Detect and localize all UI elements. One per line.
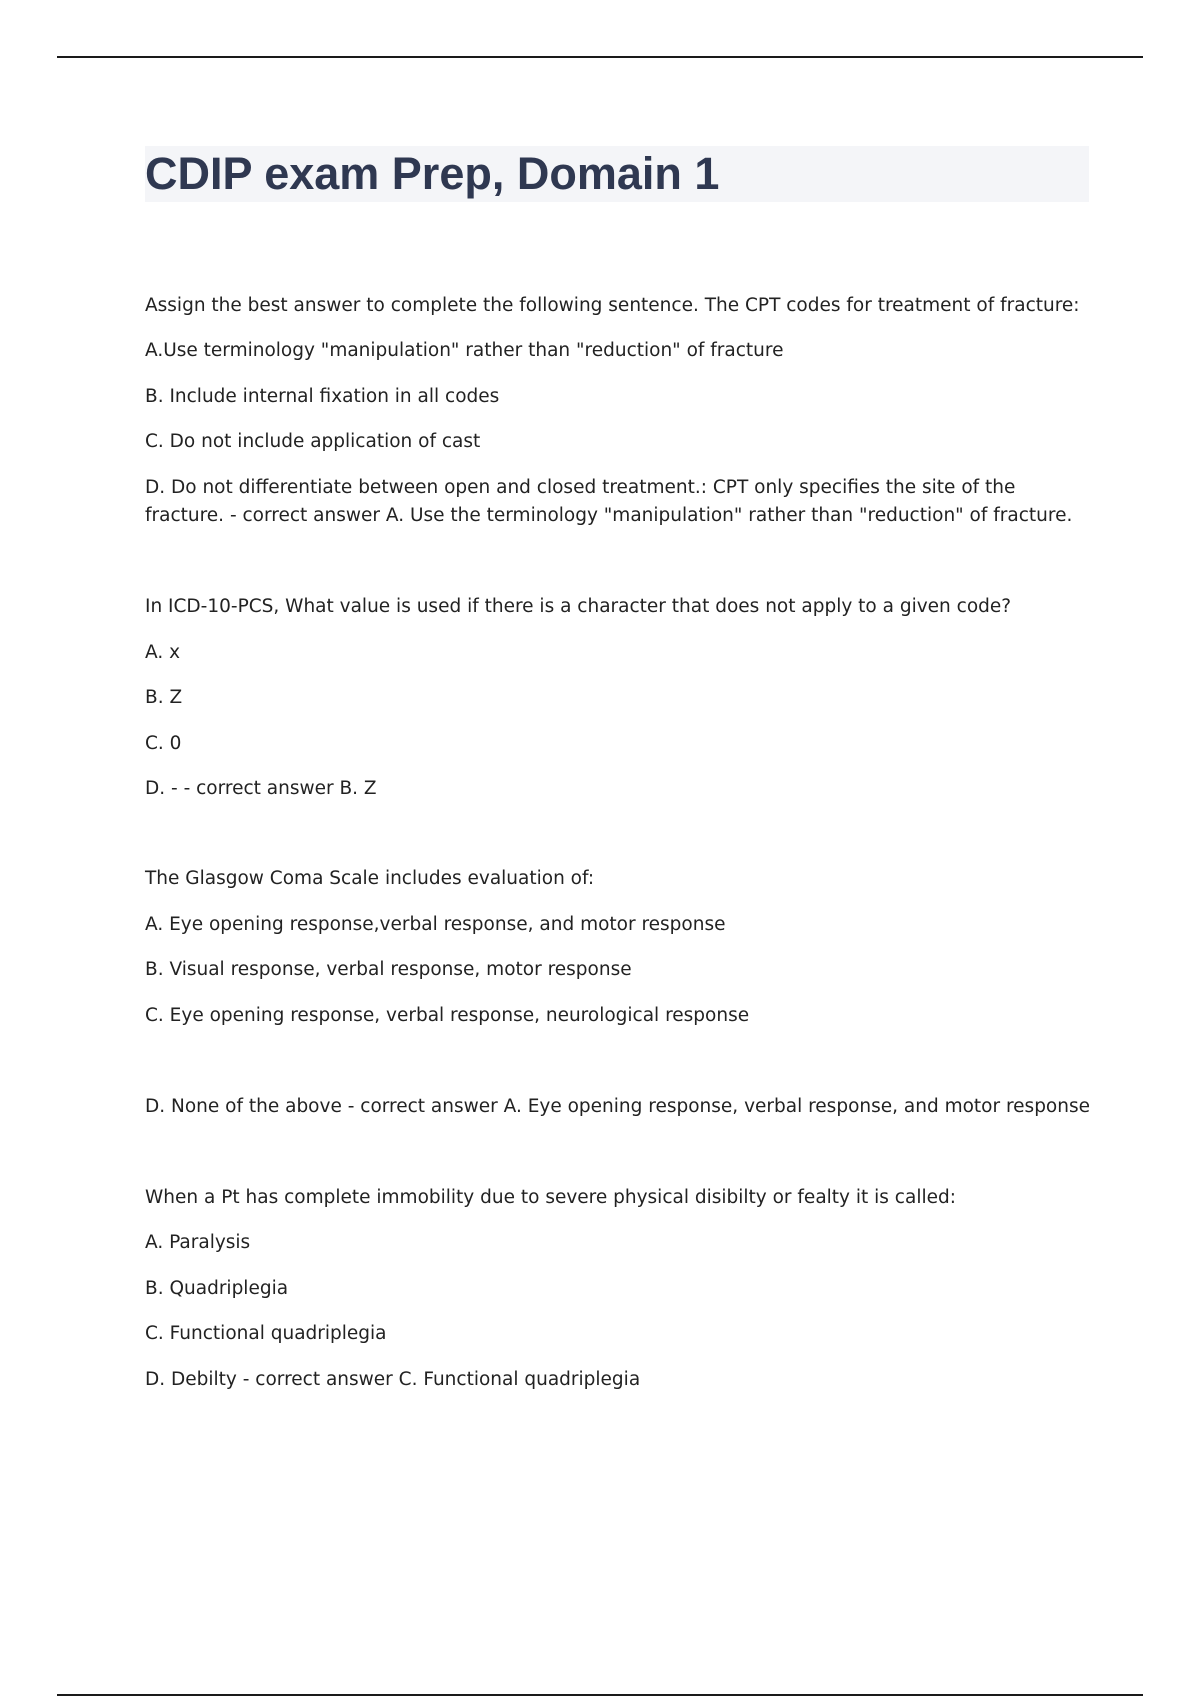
question-3-option-b: B. Visual response, verbal response, motor response [145,959,632,980]
question-1-option-d-answer: D. Do not differentiate between open and closed treatment.: CPT only specifies the site of the fracture. - correct answer A. Use the terminology "manipulation" rather than "reduction" of fracture. [145,477,1073,526]
question-4-option-a: A. Paralysis [145,1232,251,1253]
page-title: CDIP exam Prep, Domain 1 [145,148,720,199]
question-1-prompt: Assign the best answer to complete the following sentence. The CPT codes for treatment of fracture: [145,295,1080,316]
question-3-option-c: C. Eye opening response, verbal response, neurological response [145,1005,750,1026]
question-4-prompt: When a Pt has complete immobility due to severe physical disibilty or fealty it is called: [145,1187,956,1208]
question-1-option-a: A.Use terminology "manipulation" rather than "reduction" of fracture [145,340,784,361]
question-3-option-a: A. Eye opening response,verbal response, and motor response [145,914,726,935]
question-2-option-a: A. x [145,642,181,663]
question-2-option-d-answer: D. - - correct answer B. Z [145,778,377,799]
title-block [145,146,1089,202]
question-3-prompt: The Glasgow Coma Scale includes evaluation of: [145,868,595,889]
footer-rule [57,1694,1143,1696]
question-2-option-b: B. Z [145,687,183,708]
question-2-option-c: C. 0 [145,733,182,754]
header-rule [57,56,1143,58]
question-4-option-b: B. Quadriplegia [145,1278,289,1299]
question-2-prompt: In ICD-10-PCS, What value is used if there is a character that does not apply to a given code? [145,596,1012,617]
question-1-option-c: C. Do not include application of cast [145,431,481,452]
question-4-option-d-answer: D. Debilty - correct answer C. Functional quadriplegia [145,1369,641,1390]
question-1-option-b: B. Include internal fixation in all codes [145,386,500,407]
question-4-option-c: C. Functional quadriplegia [145,1323,387,1344]
question-3-option-d-answer: D. None of the above - correct answer A. Eye opening response, verbal response, and motor response [145,1096,1090,1117]
